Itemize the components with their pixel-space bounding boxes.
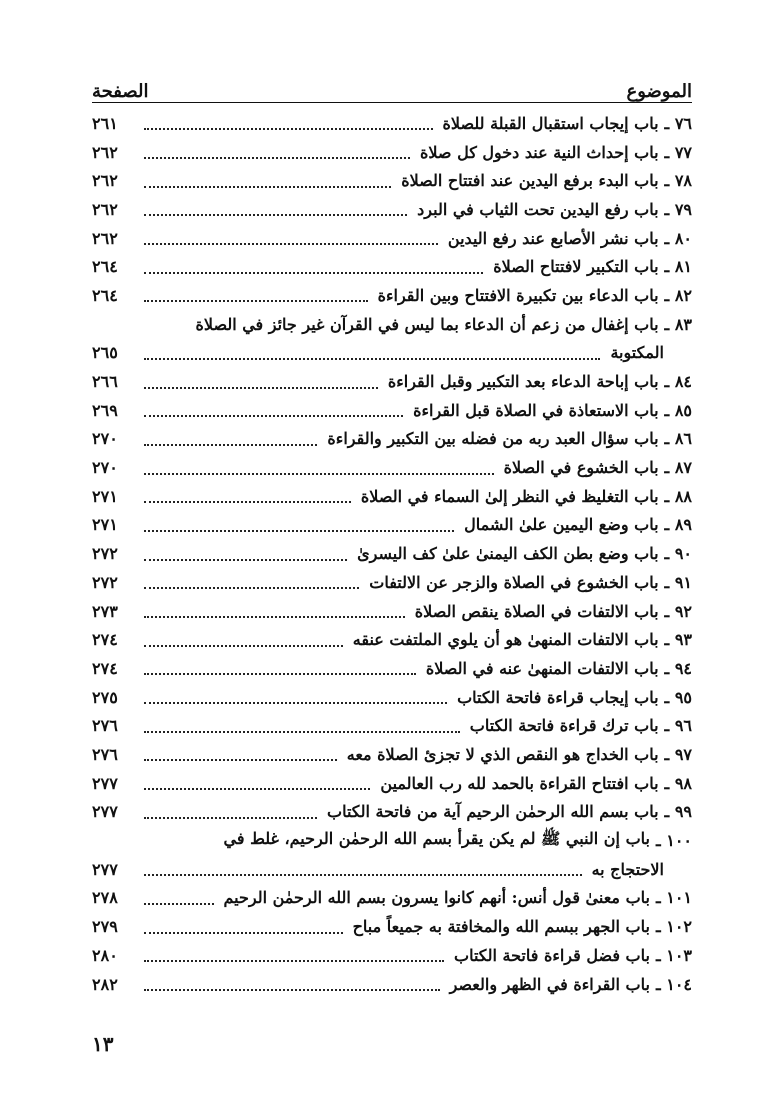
dot-leader (144, 874, 582, 876)
dot-leader (144, 788, 370, 790)
toc-entry (92, 195, 692, 224)
entry-number: ٧٧ ـ (664, 142, 692, 162)
entry-title-continuation: المكتوبة (610, 343, 664, 363)
toc-entry (92, 138, 692, 167)
entry-title: باب نشر الأصابع عند رفع اليدين (447, 228, 659, 248)
toc-entry (92, 109, 692, 138)
dot-leader (144, 530, 454, 532)
toc-entry (92, 798, 692, 827)
entry-title: باب الخداج هو النقص الذي لا تجزئ الصلاة معه (346, 744, 659, 764)
entry-number: ٩٥ ـ (664, 687, 692, 707)
entry-page-number: ٢٧٠ (92, 458, 118, 478)
entry-number: ٩٠ ـ (664, 544, 692, 564)
toc-entry (92, 367, 692, 396)
entry-number: ٩٤ ـ (664, 658, 692, 678)
dot-leader (144, 903, 214, 905)
entry-number: ٩٨ ـ (664, 773, 692, 793)
toc-entry-line (92, 769, 692, 798)
entry-number: ٩٢ ـ (664, 601, 692, 621)
toc-entry (92, 396, 692, 425)
entry-title: باب التكبير لافتتاح الصلاة (493, 257, 659, 277)
toc-entry (92, 683, 692, 712)
toc-entry (92, 884, 692, 913)
dot-leader (144, 587, 359, 589)
dot-leader (144, 616, 405, 618)
toc-entry-line (92, 912, 692, 941)
entry-title: باب افتتاح القراءة بالحمد لله رب العالمين (380, 773, 659, 793)
entry-number: ١٠٤ ـ (655, 974, 692, 994)
entry-title: باب الخشوع في الصلاة (503, 458, 659, 478)
dot-leader (144, 645, 343, 647)
entry-title: باب وضع بطن الكف اليمنىٰ علىٰ كف اليسرىٰ (357, 544, 659, 564)
toc-header (92, 72, 692, 103)
dot-leader (144, 731, 460, 733)
toc-entry-line (92, 855, 692, 884)
toc-entry-line (92, 711, 692, 740)
entry-title: باب البدء برفع اليدين عند افتتاح الصلاة (401, 171, 659, 191)
entry-title: باب الخشوع في الصلاة والزجر عن الالتفات (369, 572, 659, 592)
entry-number: ٨٧ ـ (664, 458, 692, 478)
entry-page-number: ٢٦٤ (92, 285, 118, 305)
toc-entry (92, 224, 692, 253)
toc-entry-line (92, 740, 692, 769)
entry-title: باب الجهر ببسم الله والمخافتة به جميعاً مباح (352, 917, 650, 937)
toc-entry (92, 425, 692, 454)
entry-page-number: ٢٧٥ (92, 687, 118, 707)
toc-entry-line (92, 224, 692, 253)
entry-number: ٨٤ ـ (664, 372, 692, 392)
page-column-label: الصفحة (92, 81, 149, 102)
entry-number: ٨٥ ـ (664, 400, 692, 420)
toc-entry-line (92, 884, 692, 913)
entry-page-number: ٢٦٦ (92, 372, 118, 392)
toc-entry (92, 281, 692, 310)
entry-title: باب القراءة في الظهر والعصر (449, 974, 650, 994)
toc-entry (92, 912, 692, 941)
toc-page (92, 72, 692, 998)
entry-title: باب إحداث النية عند دخول كل صلاة (420, 142, 659, 162)
entry-title: باب الالتفات المنهىٰ هو أن يلوي الملتفت عنقه (352, 630, 659, 650)
dot-leader (144, 817, 317, 819)
entry-page-number: ٢٧٧ (92, 773, 118, 793)
dot-leader (144, 300, 368, 302)
toc-entry-line (92, 425, 692, 454)
entry-number: ٨٩ ـ (664, 515, 692, 535)
entry-page-number: ٢٧٨ (92, 888, 118, 908)
entry-title: باب ترك قراءة فاتحة الكتاب (469, 716, 659, 736)
toc-entry (92, 453, 692, 482)
entry-number: ١٠٠ ـ (655, 831, 692, 851)
toc-entry-line (92, 597, 692, 626)
toc-entry-line (92, 482, 692, 511)
toc-entry-line (92, 281, 692, 310)
entry-number: ٨١ ـ (664, 257, 692, 277)
entry-title: باب إن النبي ﷺ لم يكن يقرأ بسم الله الرحمٰن الرحيم، غلط في (223, 829, 650, 849)
toc-entry-line (92, 625, 692, 654)
entry-page-number: ٢٧٦ (92, 744, 118, 764)
entry-number: ٨٠ ـ (664, 228, 692, 248)
toc-entry-line (92, 310, 692, 339)
entry-number: ٨٢ ـ (664, 285, 692, 305)
entry-page-number: ٢٦١ (92, 113, 118, 133)
entry-title: باب إباحة الدعاء بعد التكبير وقبل القراءة (387, 372, 659, 392)
dot-leader (144, 702, 447, 704)
entry-title-continuation: الاحتجاج به (591, 859, 664, 879)
entry-number: ٩٣ ـ (664, 630, 692, 650)
entry-number: ٨٣ ـ (664, 314, 692, 334)
entry-page-number: ٢٨٢ (92, 974, 118, 994)
dot-leader (144, 559, 347, 561)
entry-number: ٩٦ ـ (664, 716, 692, 736)
entry-number: ١٠٣ ـ (655, 945, 692, 965)
entry-title: باب الدعاء بين تكبيرة الافتتاح وبين القراءة (377, 285, 659, 305)
toc-entry-line (92, 453, 692, 482)
dot-leader (144, 272, 483, 274)
entry-page-number: ٢٧٢ (92, 544, 118, 564)
entry-page-number: ٢٧٣ (92, 601, 118, 621)
entry-page-number: ٢٧٤ (92, 630, 118, 650)
entry-page-number: ٢٧٠ (92, 429, 118, 449)
page-number: ١٣ (92, 1032, 114, 1056)
toc-entry-line (92, 970, 692, 999)
toc-list (92, 109, 692, 998)
toc-entry-line (92, 654, 692, 683)
entry-number: ٧٩ ـ (664, 199, 692, 219)
entry-number: ١٠١ ـ (655, 888, 692, 908)
entry-title: باب معنىٰ قول أنس: أنهم كانوا يسرون بسم الله الرحمٰن الرحيم (223, 888, 650, 908)
toc-entry-line (92, 511, 692, 540)
toc-entry-line (92, 339, 692, 368)
entry-page-number: ٢٦٢ (92, 142, 118, 162)
dot-leader (144, 358, 600, 360)
toc-entry (92, 711, 692, 740)
entry-title: باب إغفال من زعم أن الدعاء بما ليس في القرآن غير جائز في الصلاة (195, 314, 659, 334)
toc-entry (92, 511, 692, 540)
entry-page-number: ٢٦٩ (92, 400, 118, 420)
dot-leader (144, 214, 407, 216)
toc-entry (92, 625, 692, 654)
toc-entry (92, 941, 692, 970)
dot-leader (144, 128, 433, 130)
entry-title: باب رفع اليدين تحت الثياب في البرد (417, 199, 659, 219)
entry-number: ١٠٢ ـ (655, 917, 692, 937)
entry-page-number: ٢٦٤ (92, 257, 118, 277)
toc-entry-line (92, 941, 692, 970)
toc-entry-line (92, 109, 692, 138)
toc-entry (92, 482, 692, 511)
toc-entry (92, 970, 692, 999)
dot-leader (144, 673, 416, 675)
entry-title: باب سؤال العبد ربه من فضله بين التكبير والقراءة (327, 429, 659, 449)
entry-number: ٧٦ ـ (664, 113, 692, 133)
toc-entry (92, 769, 692, 798)
entry-title: باب الالتفات في الصلاة ينقص الصلاة (414, 601, 659, 621)
toc-entry-line (92, 683, 692, 712)
dot-leader (144, 759, 337, 761)
toc-entry-line (92, 138, 692, 167)
toc-entry-line (92, 252, 692, 281)
dot-leader (144, 473, 494, 475)
entry-page-number: ٢٦٢ (92, 228, 118, 248)
toc-entry (92, 740, 692, 769)
dot-leader (144, 157, 410, 159)
dot-leader (144, 501, 351, 503)
entry-page-number: ٢٦٥ (92, 343, 118, 363)
toc-entry (92, 310, 692, 367)
toc-entry-line (92, 826, 692, 855)
dot-leader (144, 415, 403, 417)
toc-entry-line (92, 568, 692, 597)
entry-title: باب الاستعاذة في الصلاة قبل القراءة (413, 400, 659, 420)
toc-entry-line (92, 396, 692, 425)
dot-leader (144, 243, 438, 245)
entry-number: ٩٩ ـ (664, 802, 692, 822)
entry-page-number: ٢٦٢ (92, 199, 118, 219)
entry-title: باب الالتفات المنهىٰ عنه في الصلاة (425, 658, 659, 678)
entry-title: باب وضع اليمين علىٰ الشمال (464, 515, 659, 535)
entry-number: ٧٨ ـ (664, 171, 692, 191)
entry-page-number: ٢٨٠ (92, 945, 118, 965)
entry-title: باب إيجاب قراءة فاتحة الكتاب (457, 687, 659, 707)
dot-leader (144, 387, 378, 389)
dot-leader (144, 444, 317, 446)
toc-entry (92, 597, 692, 626)
dot-leader (144, 932, 343, 934)
entry-title: باب التغليظ في النظر إلىٰ السماء في الصلاة (360, 486, 659, 506)
entry-page-number: ٢٧٩ (92, 917, 118, 937)
entry-page-number: ٢٧٧ (92, 802, 118, 822)
entry-page-number: ٢٧٦ (92, 716, 118, 736)
entry-number: ٩١ ـ (664, 572, 692, 592)
dot-leader (144, 186, 391, 188)
entry-title: باب بسم الله الرحمٰن الرحيم آية من فاتحة الكتاب (327, 802, 659, 822)
entry-page-number: ٢٧٤ (92, 658, 118, 678)
entry-page-number: ٢٧١ (92, 515, 118, 535)
toc-entry (92, 568, 692, 597)
dot-leader (144, 960, 444, 962)
entry-page-number: ٢٧٧ (92, 859, 118, 879)
entry-number: ٨٦ ـ (664, 429, 692, 449)
toc-entry (92, 166, 692, 195)
entry-number: ٨٨ ـ (664, 486, 692, 506)
toc-entry-line (92, 539, 692, 568)
entry-title: باب إيجاب استقبال القبلة للصلاة (442, 113, 659, 133)
toc-entry-line (92, 367, 692, 396)
toc-entry (92, 826, 692, 883)
toc-entry-line (92, 166, 692, 195)
entry-page-number: ٢٧٢ (92, 572, 118, 592)
toc-entry (92, 539, 692, 568)
toc-entry-line (92, 798, 692, 827)
toc-entry (92, 654, 692, 683)
dot-leader (144, 989, 440, 991)
entry-number: ٩٧ ـ (664, 744, 692, 764)
topic-column-label: الموضوع (626, 81, 692, 102)
toc-entry-line (92, 195, 692, 224)
toc-entry (92, 252, 692, 281)
entry-page-number: ٢٧١ (92, 486, 118, 506)
entry-page-number: ٢٦٢ (92, 171, 118, 191)
entry-title: باب فضل قراءة فاتحة الكتاب (454, 945, 650, 965)
